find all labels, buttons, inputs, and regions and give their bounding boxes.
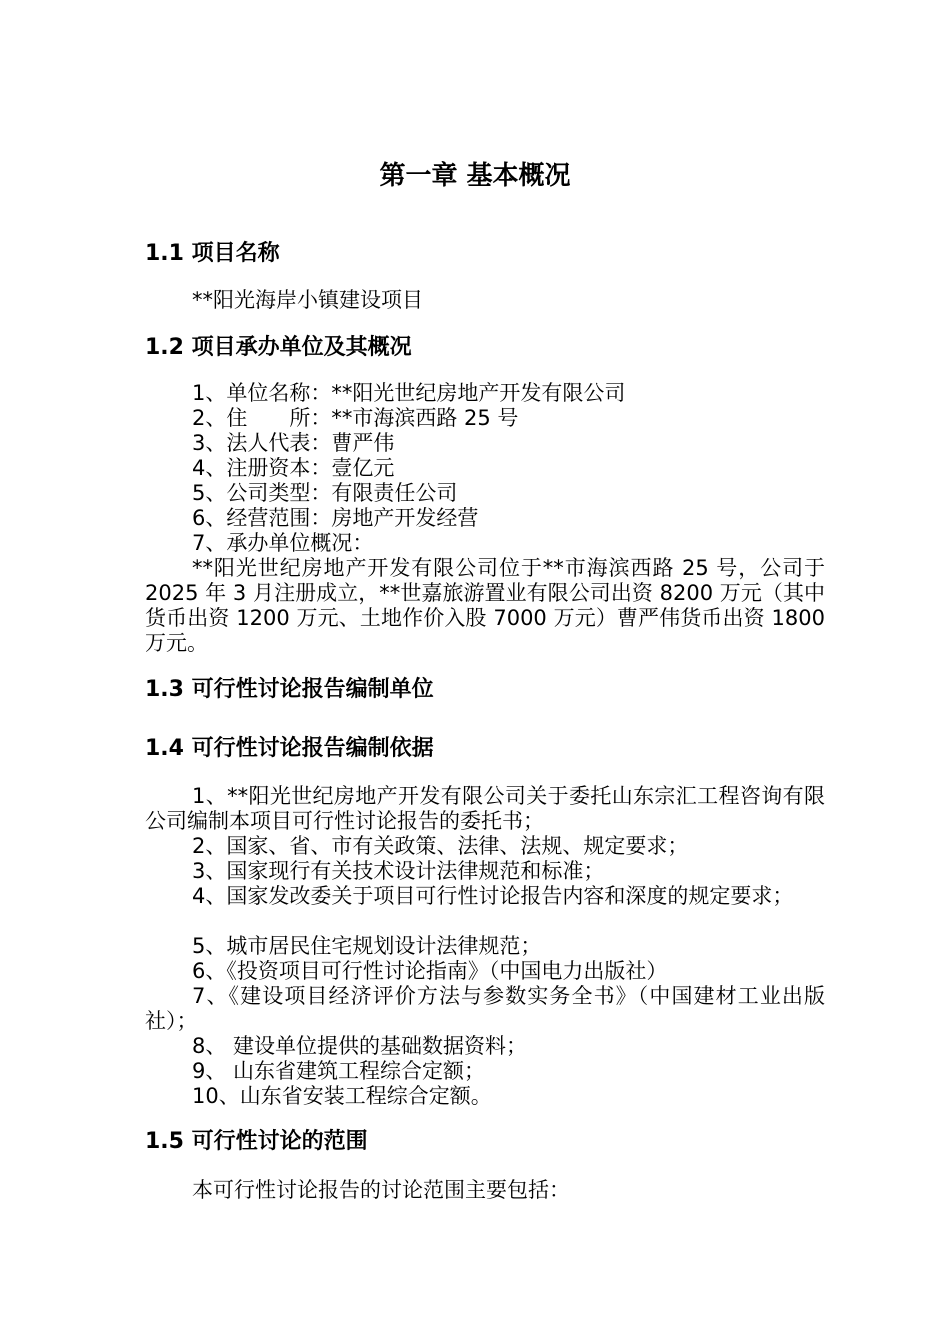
list-item: 3、国家现行有关技术设计法律规范和标准；: [192, 859, 605, 883]
list-item: 5、公司类型：有限责任公司: [192, 481, 458, 505]
list-item: 8、 建设单位提供的基础数据资料；: [192, 1034, 528, 1058]
section-heading-1-3: 1.3 可行性讨论报告编制单位: [145, 677, 434, 702]
list-item: 4、注册资本：壹亿元: [192, 456, 395, 480]
list-item: 6、《投资项目可行性讨论指南》（中国电力出版社）: [192, 959, 668, 983]
section-heading-1-1: 1.1 项目名称: [145, 241, 280, 266]
list-item: 1、单位名称：**阳光世纪房地产开发有限公司: [192, 381, 626, 405]
company-overview-paragraph: **阳光世纪房地产开发有限公司位于**市海滨西路 25 号，公司于 2025 年 3 月注册成立，**世嘉旅游置业有限公司出资 8200 万元（其中货币出资 1200 万元、土地作价入股 7000 万元）曹严伟货币出资 1800 万元。: [145, 556, 825, 655]
chapter-title: 第一章 基本概况: [379, 161, 571, 191]
list-item: 2、住 所：**市海滨西路 25 号: [192, 406, 519, 430]
list-item: 5、城市居民住宅规划设计法律规范；: [192, 934, 542, 958]
list-item: 7、《建设项目经济评价方法与参数实务全书》（中国建材工业出版社）；: [145, 984, 825, 1033]
list-item: 4、国家发改委关于项目可行性讨论报告内容和深度的规定要求；: [192, 884, 794, 908]
section-heading-1-5: 1.5 可行性讨论的范围: [145, 1129, 368, 1154]
list-item: 9、 山东省建筑工程综合定额；: [192, 1059, 486, 1083]
project-name: **阳光海岸小镇建设项目: [192, 288, 423, 312]
section-heading-1-4: 1.4 可行性讨论报告编制依据: [145, 736, 434, 761]
list-item: 1、**阳光世纪房地产开发有限公司关于委托山东宗汇工程咨询有限公司编制本项目可行性讨论报告的委托书；: [145, 784, 825, 833]
list-item: 6、经营范围：房地产开发经营: [192, 506, 479, 530]
scope-intro: 本可行性讨论报告的讨论范围主要包括：: [192, 1178, 570, 1202]
section-heading-1-2: 1.2 项目承办单位及其概况: [145, 335, 412, 360]
list-item: 2、国家、省、市有关政策、法律、法规、规定要求；: [192, 834, 689, 858]
list-item: 3、法人代表：曹严伟: [192, 431, 395, 455]
list-item: 7、承办单位概况：: [192, 531, 374, 555]
list-item: 10、山东省安装工程综合定额。: [192, 1084, 492, 1108]
